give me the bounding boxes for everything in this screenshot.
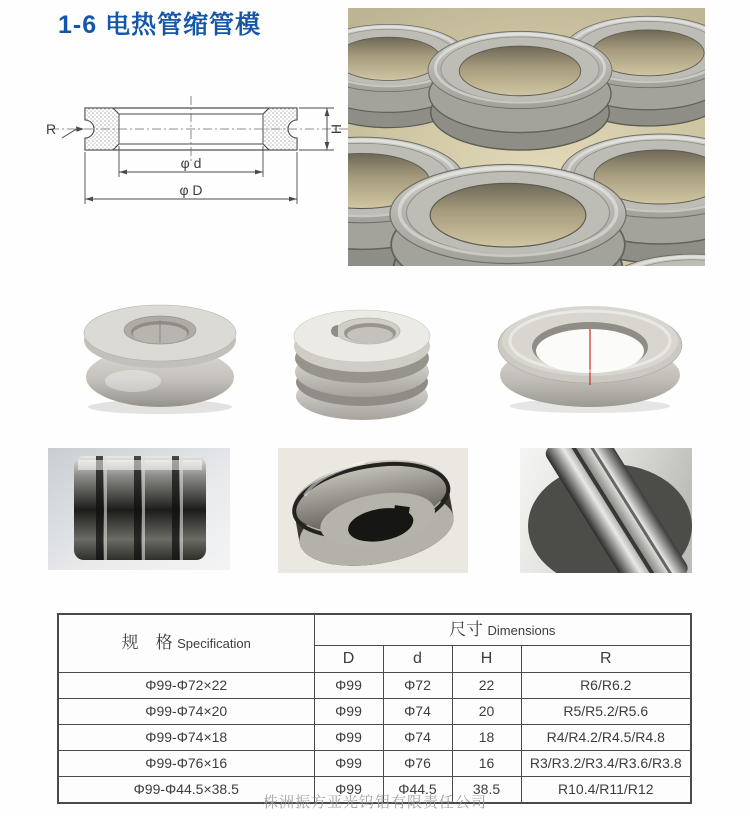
cell-R: R10.4/R11/R12 bbox=[521, 777, 691, 804]
cell-D: Φ99 bbox=[314, 777, 383, 804]
header-dimensions bbox=[314, 614, 691, 646]
render-double-groove-die bbox=[290, 298, 435, 426]
cell-D: Φ99 bbox=[314, 725, 383, 751]
die-photo-angled-bore bbox=[278, 448, 468, 573]
cell-R: R5/R5.2/R5.6 bbox=[521, 699, 691, 725]
technical-drawing bbox=[28, 80, 358, 210]
cell-H: 22 bbox=[452, 673, 521, 699]
spec-table bbox=[57, 613, 692, 804]
drawing-label-height: H bbox=[328, 123, 344, 135]
rings-stack-photo-image bbox=[348, 8, 705, 266]
cell-H: 38.5 bbox=[452, 777, 521, 804]
cell-D: Φ99 bbox=[314, 751, 383, 777]
cell-spec: Φ99-Φ76×16 bbox=[58, 751, 314, 777]
cell-H: 18 bbox=[452, 725, 521, 751]
cell-R: R3/R3.2/R3.4/R3.6/R3.8 bbox=[521, 751, 691, 777]
die-photo-closeup-rim bbox=[520, 448, 692, 573]
cell-R: R6/R6.2 bbox=[521, 673, 691, 699]
header-specification-zh: 规 格 bbox=[121, 633, 173, 653]
cell-d: Φ72 bbox=[383, 673, 452, 699]
company-watermark: 株洲振方亚光钨钼有限责任公司 bbox=[262, 794, 487, 811]
table-row bbox=[58, 673, 691, 699]
table-row bbox=[58, 699, 691, 725]
cell-D: Φ99 bbox=[314, 699, 383, 725]
cell-H: 16 bbox=[452, 751, 521, 777]
header-dimensions-zh: 尺寸 bbox=[449, 619, 484, 639]
table-row bbox=[58, 725, 691, 751]
header-col-H: H bbox=[452, 646, 521, 673]
table-header-row-1 bbox=[58, 614, 691, 646]
cell-D: Φ99 bbox=[314, 673, 383, 699]
header-dimensions-en: Dimensions bbox=[487, 622, 556, 638]
cell-d: Φ44.5 bbox=[383, 777, 452, 804]
header-specification-en: Specification bbox=[177, 636, 251, 652]
cell-d: Φ76 bbox=[383, 751, 452, 777]
cell-spec: Φ99-Φ44.5×38.5 bbox=[58, 777, 314, 804]
cell-spec: Φ99-Φ74×20 bbox=[58, 699, 314, 725]
header-col-R: R bbox=[521, 646, 691, 673]
die-photo-side-view bbox=[48, 448, 230, 570]
header-col-D: D bbox=[314, 646, 383, 673]
cell-spec: Φ99-Φ72×22 bbox=[58, 673, 314, 699]
cell-R: R4/R4.2/R4.5/R4.8 bbox=[521, 725, 691, 751]
render-large-ring-die bbox=[495, 293, 685, 421]
header-col-d: d bbox=[383, 646, 452, 673]
render-single-groove-die bbox=[75, 293, 245, 421]
drawing-label-radius: R bbox=[46, 121, 57, 137]
cell-d: Φ74 bbox=[383, 699, 452, 725]
table-row bbox=[58, 751, 691, 777]
cell-spec: Φ99-Φ74×18 bbox=[58, 725, 314, 751]
rings-stack-photo bbox=[348, 8, 705, 266]
header-specification bbox=[58, 614, 314, 673]
page-title: 1-6 电热管缩管模 bbox=[58, 11, 262, 39]
drawing-label-outer-diameter: φ D bbox=[179, 182, 203, 198]
cell-d: Φ74 bbox=[383, 725, 452, 751]
cell-H: 20 bbox=[452, 699, 521, 725]
drawing-label-inner-diameter: φ d bbox=[180, 155, 202, 171]
die-cross-section-diagram bbox=[28, 80, 358, 210]
